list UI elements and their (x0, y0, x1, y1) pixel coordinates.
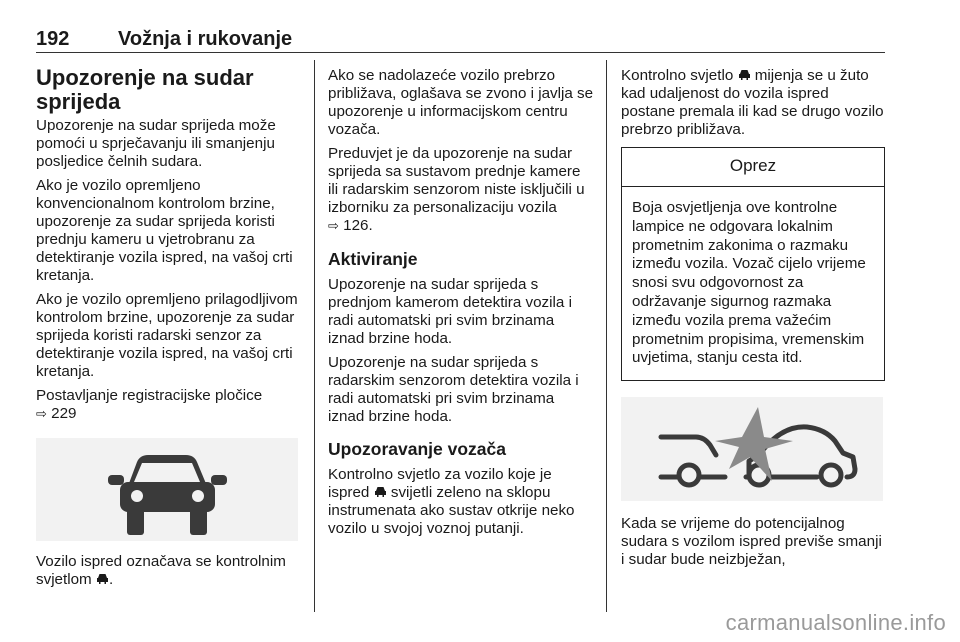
ref-arrow-icon: ⇨ (328, 219, 339, 234)
header-divider (36, 52, 885, 53)
section-heading: Upozorenje na sudar sprijeda (36, 65, 254, 114)
column-divider-2 (606, 60, 607, 612)
paragraph-text: Preduvjet je da upozorenje na sudar sprijeda sa sustavom prednje kamere ili radarskim senzorom niste isključili u izborniku za personalizaciju vozila (328, 145, 585, 216)
car-front-icon (374, 486, 387, 498)
paragraph-text: Kontrolno svjetlo (621, 67, 734, 84)
page-ref-link[interactable]: 229 (51, 405, 77, 422)
paragraph (621, 67, 885, 139)
caption-period: . (108, 571, 114, 588)
watermark: carmanualsonline.info (725, 610, 946, 635)
paragraph (36, 387, 301, 424)
paragraph: Upozorenje na sudar sprijeda s radarskim senzorom detektira vozila i radi automatski pri svim brzinama iznad brzine hoda. (328, 354, 579, 425)
subheading-activation: Aktiviranje (328, 249, 418, 269)
chapter-title: Vožnja i rukovanje (118, 28, 293, 50)
paragraph-text: svijetli zeleno na sklopu instrumenata ako sustav otkrije neko vozilo u svojoj voznoj putanji. (328, 484, 575, 537)
caution-text: Boja osvjetljenja ove kontrolne lampice ne odgovara lokalnim prometnim zakonima o razmaku između vozila. Vozač cijelo vrijeme snosi svu odgovornost za održavanje sigurnog razmaka između vozila prema važećim prometnim propisima, vremenskim uvjetima, stanju cesta itd. (632, 199, 866, 367)
column-divider-1 (314, 60, 315, 612)
ref-arrow-icon: ⇨ (36, 407, 47, 422)
car-indicator-image (36, 438, 298, 541)
caution-box (621, 147, 885, 381)
column-2 (328, 67, 594, 544)
column-1 (36, 66, 301, 595)
paragraph: Kada se vrijeme do potencijalnog sudara s vozilom ispred previše smanji i sudar bude neizbježan, (621, 515, 882, 569)
caution-title: Oprez (622, 148, 884, 187)
paragraph-text: Kontrolno svjetlo za vozilo koje je ispred (328, 466, 552, 501)
collision-illustration (621, 397, 883, 501)
car-front-icon (36, 438, 298, 541)
paragraph: Ako se nadolazeće vozilo prebrzo približava, oglašava se zvono i javlja se upozorenje u informacijskom centru vozača. (328, 67, 594, 138)
page-header (36, 28, 885, 50)
page-ref-link[interactable]: 126. (343, 217, 373, 234)
paragraph (328, 466, 594, 538)
paragraph: Ako je vozilo opremljeno prilagodljivom kontrolom brzine, upozorenje za sudar sprijeda koristi radarski senzor za detektiranje vozila ispred, na vašoj crti kretanja. (36, 291, 298, 380)
page-number: 192 (36, 28, 70, 50)
paragraph-text: Postavljanje registracijske pločice (36, 387, 263, 404)
image-caption (36, 553, 301, 589)
caption-text: Vozilo ispred označava se kontrolnim svjetlom (36, 553, 286, 588)
column-3 (621, 67, 885, 575)
paragraph: Ako je vozilo opremljeno konvencionalnom kontrolom brzine, upozorenje za sudar sprijeda koristi prednju kameru u vjetrobranu za detektiranje vozila ispred, na vašoj crti kretanja. (36, 177, 293, 284)
paragraph: Upozorenje na sudar sprijeda može pomoći u sprječavanju ili smanjenju posljedice čelnih sudara. (36, 117, 276, 170)
paragraph (328, 145, 594, 236)
collision-icon (621, 397, 883, 501)
paragraph-text: mijenja se u žuto kad udaljenost do vozila ispred postane premala ili kad se drugo vozilo prebrzo približava. (621, 67, 884, 138)
subheading-driver-warning: Upozoravanje vozača (328, 439, 506, 459)
car-front-icon (738, 69, 751, 81)
paragraph: Upozorenje na sudar sprijeda s prednjom kamerom detektira vozila i radi automatski pri svim brzinama iznad brzine hoda. (328, 276, 572, 347)
car-front-icon (96, 573, 109, 585)
impact-star-icon (715, 407, 793, 481)
